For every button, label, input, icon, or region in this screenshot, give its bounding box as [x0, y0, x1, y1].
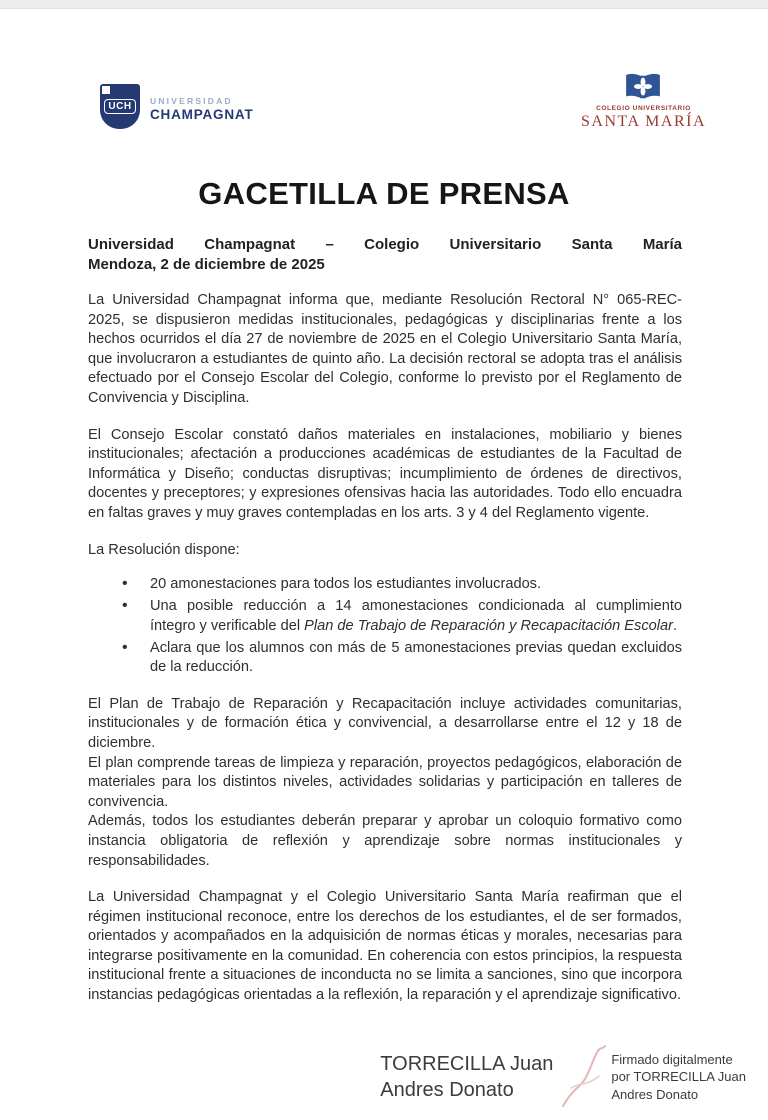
signature-name-line2: Andres Donato [380, 1079, 514, 1101]
dateline-date: Mendoza, 2 de diciembre de 2025 [88, 255, 325, 273]
paragraph-consejo-findings: El Consejo Escolar constató daños materiales en instalaciones, mobiliario y bienes institucionales; afectación a producciones académicas de estudiantes de la Facultad de Informática y Diseño; conductas disruptivas; incumplimiento de órdenes de directivos, docentes y preceptores; y expresiones ofensivas hacia las autoridades. Todo ello encuadra en faltas graves y muy graves contempladas en los arts. 3 y 4 del Reglamento vigente. [88, 426, 682, 521]
csm-wordmark-top: COLEGIO UNIVERSITARIO [596, 105, 691, 112]
digital-note-line3: Andres Donato [611, 1086, 699, 1102]
page-title: GACETILLA DE PRENSA [198, 176, 570, 211]
bullet-reduccion-post: . [672, 617, 678, 634]
digital-signature-note [611, 1051, 746, 1104]
uch-wordmark [150, 92, 254, 122]
digital-signature-block [380, 1044, 746, 1110]
paragraph-resolution-announcement: La Universidad Champagnat informa que, mediante Resolución Rectoral N° 065-REC-2025, se dispusieron medidas institucionales, pedagógicas y disciplinarias frente a los hechos ocurridos el día 27 de noviembre de 2025 en el Colegio Universitario Santa María, que involucraron a estudiantes de quinto año. La decisión rectoral se adopta tras el análisis efectuado por el Consejo Escolar del Colegio, conforme lo previsto por el Reglamento de Convivencia y Disciplina. [88, 292, 682, 406]
csm-wordmark-bottom: SANTA MARÍA [580, 113, 706, 130]
digital-note-line2: por TORRECILLA Juan [611, 1069, 746, 1085]
uch-wordmark-top: UNIVERSIDAD [150, 95, 233, 106]
bullet-item-reduccion [122, 597, 682, 636]
uch-wordmark-bottom: CHAMPAGNAT [150, 106, 254, 122]
signature-name [380, 1051, 553, 1103]
colegio-santa-maria-logo [581, 72, 706, 131]
resolution-intro: La Resolución dispone: [88, 541, 240, 558]
paragraph-cierre: La Universidad Champagnat y el Colegio Universitario Santa María reafirman que el régimen institucional reconoce, entre los derechos de los estudiantes, el de ser formados, orientados y acompañados en la adquisición de normas éticas y morales, necesarias para integrarse positivamente en la comunidad. En coherencia con estos principios, la respuesta institucional frente a situaciones de inconducta no se limita a sanciones, sino que incorpora instancias pedagógicas orientadas a la reflexión, la reparación y el aprendizaje significativo. [88, 889, 682, 1004]
header-logos [0, 0, 768, 131]
paragraph-plan-detalle: El plan comprende tareas de limpieza y reparación, proyectos pedagógicos, elaboración de materiales para los distintos niveles, actividades solidarias y participación en talleres de convivencia. [88, 754, 682, 810]
resolution-bullet-list [88, 575, 682, 678]
paragraph-plan-trabajo: El Plan de Trabajo de Reparación y Recapacitación incluye actividades comunitarias, institucionales y de formación ética y convivencial, a desarrollarse entre el 12 y 18 de diciembre. [88, 695, 682, 751]
dateline [88, 235, 682, 274]
bullet-item-amonestaciones: • 20 amonestaciones para todos los estudiantes involucrados. [122, 575, 682, 594]
uch-abbr-label: UCH [104, 99, 135, 114]
bullet-reduccion-pre: Una posible reducción a 14 amonestaciones condicionada al cumplimiento íntegro y verificable del [150, 598, 682, 634]
bullet-reduccion-plan-name: Plan de Trabajo de Reparación y Recapacitación Escolar [304, 617, 673, 634]
uch-shield-icon [100, 84, 140, 129]
signature-name-line1: TORRECILLA Juan [380, 1053, 554, 1075]
document-body [0, 235, 768, 1006]
open-book-icon [622, 72, 664, 102]
universidad-champagnat-logo [100, 84, 254, 129]
signature-flourish-icon [557, 1044, 609, 1110]
dateline-institutions: Universidad Champagnat – Colegio Universitario Santa María [88, 236, 682, 253]
top-bar [0, 0, 768, 9]
paragraph-coloquio: Además, todos los estudiantes deberán preparar y aprobar un coloquio formativo como instancia obligatoria de reflexión y aprendizaje sobre normas institucionales y responsabilidades. [88, 813, 682, 869]
digital-note-line1: Firmado digitalmente [611, 1051, 733, 1067]
bullet-item-exclusion: • Aclara que los alumnos con más de 5 amonestaciones previas quedan excluidos de la reducción. [122, 639, 682, 678]
